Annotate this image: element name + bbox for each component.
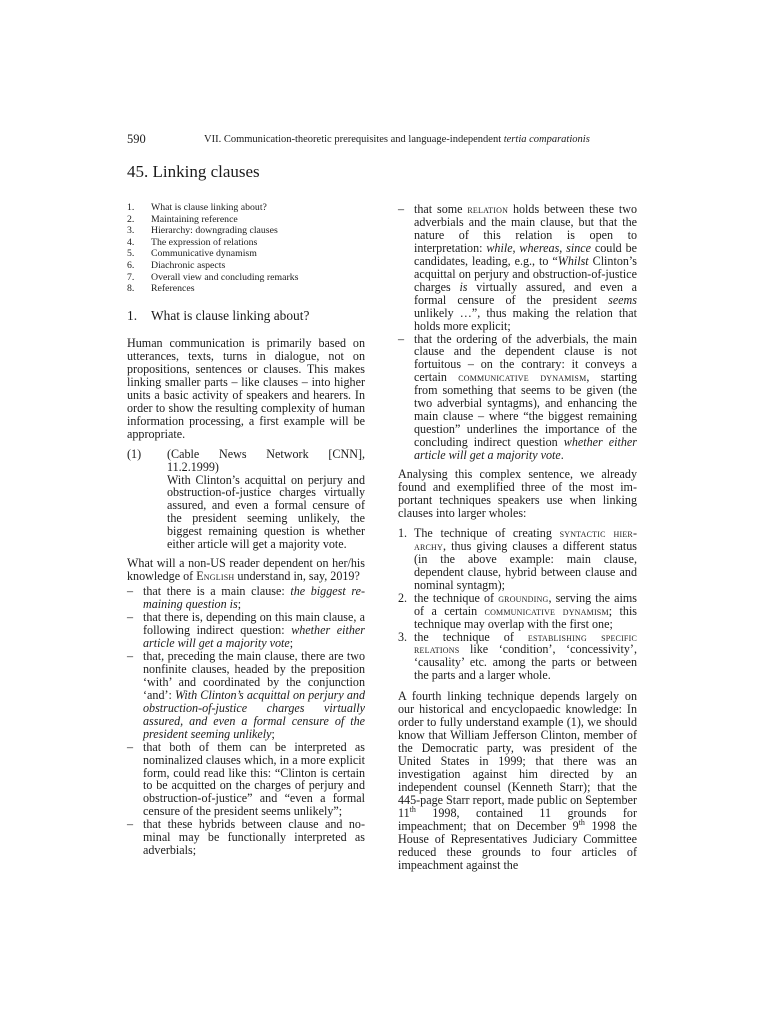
item-text: the technique of: [414, 629, 514, 644]
paragraph-text: 1998 the House of Representatives Judiciary Committee reduced these grounds to four articles of impeachment against the: [398, 818, 637, 872]
item-text: that, preceding the main clause, there are two nonfinite clauses, headed by the preposition ‘with’ and coordinated by the conjunction ‘and’:: [143, 648, 365, 702]
interpretation-list: [127, 585, 365, 857]
interpretation-list-continued: [398, 203, 637, 462]
item-term: grounding: [498, 590, 549, 605]
dash-marker: –: [127, 610, 134, 625]
section-heading: [127, 308, 365, 324]
list-item: [398, 333, 637, 463]
article-title: 45. Linking clauses: [127, 162, 260, 181]
example-block: [127, 448, 365, 552]
toc-item: [127, 260, 377, 272]
item-italic: With Clinton’s acquittal on perjury and obstruction-of-justice charges virtually assured, and even a formal censure of the president seeming unlikely: [143, 687, 365, 741]
item-text: virtually assured, and even a formal censure of the president: [414, 279, 637, 307]
item-italic: while, whereas, since: [486, 240, 592, 255]
question-text-end: understand in, say, 2019?: [237, 569, 360, 584]
item-text: unlikely …”, thus making the relation that holds more explicit;: [414, 305, 637, 333]
dash-marker: –: [127, 817, 134, 832]
toc-item-number: 4.: [127, 236, 135, 248]
item-text: that these hybrids between clause and nominal may be functionally interpreted as adverbials;: [143, 817, 365, 858]
item-term: relation: [467, 202, 509, 216]
list-item: [127, 741, 365, 819]
toc-item-label: The expression of relations: [151, 236, 258, 248]
item-text: The technique of creating: [414, 525, 552, 540]
paragraph-text: A fourth linking technique depends largely on our historical and encyclopaedic knowledge: In order to fully understand example (1), we should know that William Jefferson Clinton, member of the Democratic party, was president of the United States in 1999; that there was an investigation against him directed by an independent counsel (Kenneth Starr); that the 445-page Starr report, made public on September 11: [398, 689, 637, 820]
toc-item-number: 8.: [127, 283, 135, 295]
toc-item: [127, 202, 377, 214]
dash-marker: –: [398, 202, 405, 216]
toc-item-label: What is clause linking about?: [151, 202, 267, 213]
dash-marker: –: [127, 648, 134, 663]
list-item: [398, 203, 637, 333]
example-source: (Cable News Network [CNN],: [167, 446, 365, 461]
techniques-list: [398, 527, 637, 682]
section-number: 1.: [127, 308, 138, 323]
item-text: could be candidates, leading, e.g., to “: [414, 240, 637, 268]
item-italic: seems: [608, 292, 637, 307]
ordinal-suffix: th: [409, 804, 416, 814]
item-term: establishing specific relations: [414, 629, 637, 657]
item-text: , thus giving clauses a different status (in the above example: main clause, dependent clause, hybrid between clause and nominal syntagm);: [414, 538, 637, 592]
item-text: that some: [414, 202, 463, 216]
item-italic: whether either article will get a majority vote: [414, 435, 637, 463]
toc-item: [127, 272, 377, 284]
dash-marker: –: [127, 584, 134, 599]
item-number: 2.: [398, 590, 408, 605]
toc-item-number: 5.: [127, 248, 135, 260]
toc-item-label: Hierarchy: downgrading clauses: [151, 225, 278, 237]
item-italic: the biggest remaining question is: [143, 584, 365, 612]
item-text: that there is, depending on this main clause, a following indirect question:: [143, 610, 365, 638]
item-number: 3.: [398, 629, 408, 644]
item-term: communicative dynamism: [484, 603, 609, 618]
toc-item: [127, 214, 377, 226]
toc-item-label: Communicative dynamism: [151, 248, 257, 260]
left-column: [127, 308, 365, 863]
item-italic: whether either article will get a majority vote: [143, 623, 365, 650]
toc-item-number: 3.: [127, 225, 135, 237]
running-head-text: [204, 133, 590, 147]
table-of-contents: [127, 202, 377, 295]
question-text: What will a non-US reader dependent on her/his knowledge of: [127, 556, 365, 584]
item-punct: ;: [271, 726, 275, 741]
dash-marker: –: [398, 331, 405, 346]
language-name: English: [196, 569, 235, 584]
item-punct: ;: [289, 635, 294, 650]
list-item: [127, 650, 365, 741]
question-paragraph: [127, 557, 365, 583]
toc-item-number: 1.: [127, 202, 135, 213]
toc-item: [127, 283, 377, 295]
toc-item-label: Overall view and concluding remarks: [151, 271, 299, 283]
toc-item-label: Diachronic aspects: [151, 259, 226, 271]
list-item: [398, 631, 637, 683]
list-item: [398, 527, 637, 592]
toc-item: [127, 237, 377, 249]
item-term: communicative dynamism: [458, 370, 587, 385]
toc-item-number: 6.: [127, 259, 135, 271]
item-text: , starting from something that seems to be given (the two adverbial syntagms), and enhancing the main clause – where “the biggest remaining question” underlines the importance of the concluding indirect question: [414, 370, 637, 450]
item-italic: Whilst: [557, 253, 589, 268]
toc-item-number: 7.: [127, 271, 135, 283]
example-number: (1): [127, 446, 142, 461]
ordinal-suffix: th: [578, 817, 585, 827]
item-text: the technique of: [414, 590, 495, 605]
item-italic: is: [459, 279, 468, 294]
example-text: With Clinton’s acquittal on perjury and obstruction-of-justice charges virtually assured, and even a formal censure of the president seeming unlikely, the biggest remaining question is whether either article will get a majority vote.: [167, 472, 365, 552]
item-text: that the ordering of the adverbials, the main clause and the dependent clause is not fortuitous – on the contrary: it conveys a certain: [414, 331, 637, 385]
toc-item-number: 2.: [127, 213, 135, 225]
item-text: like ‘condition’, ‘concessivity’, ‘causality’ etc. among the parts or between the parts and a larger whole.: [414, 642, 637, 683]
item-text: that there is a main clause:: [143, 584, 285, 599]
list-item: [398, 592, 637, 631]
toc-item: [127, 225, 377, 237]
toc-item-label: Maintaining reference: [151, 213, 238, 225]
section-title: What is clause linking about?: [151, 308, 310, 323]
item-punct: ;: [237, 597, 242, 612]
item-text: that both of them can be interpreted as nominalized clauses which, in a more explicit form, could read like this: “Clinton is certain to be acquitted on the charges of perjury and obstruction-of-justice” and “even a formal censure of the president seems unlikely”;: [143, 739, 365, 819]
page-number: 590: [127, 132, 146, 146]
analysis-paragraph: Analysing this complex sentence, we already found and exemplified three of the most important techniques speakers use when linking clauses into larger wholes:: [398, 467, 637, 520]
list-item: [127, 611, 365, 650]
item-term: syntactic hierarchy: [414, 525, 637, 553]
intro-paragraph: Human communication is primarily based on utterances, texts, turns in dialogue, not on propositions, sentences or clauses. This makes linking smaller parts – like clauses – into higher units a basic activity of speakers and hearers. In order to show the resulting complexity of human information processing, a first example will be appropriate.: [127, 336, 365, 441]
toc-item: [127, 248, 377, 260]
item-text: ; this technique may overlap with the first one;: [414, 603, 638, 631]
item-number: 1.: [398, 525, 408, 540]
item-text: , serving the aims of a certain: [414, 590, 637, 618]
item-text: holds between these two adverbials and the main clause, but that the nature of this relation is open to interpretation:: [414, 202, 637, 255]
item-punct: .: [560, 448, 564, 463]
paragraph-text: 1998, contained 11 grounds for impeachment; that on December 9: [398, 805, 637, 833]
list-item: [127, 585, 365, 611]
running-head-italic: tertia comparationis: [503, 134, 590, 145]
item-text: Clinton’s acquittal on perjury and obstruction-of-justice charges: [414, 253, 637, 294]
running-head-main: VII. Communication-theoretic prerequisites and language-independent: [204, 134, 502, 145]
list-item: [127, 818, 365, 857]
example-source-date: 11.2.1999): [167, 459, 219, 474]
dash-marker: –: [127, 739, 134, 754]
toc-item-label: References: [151, 283, 195, 295]
fourth-technique-paragraph: [398, 690, 637, 871]
right-column: [398, 203, 637, 872]
